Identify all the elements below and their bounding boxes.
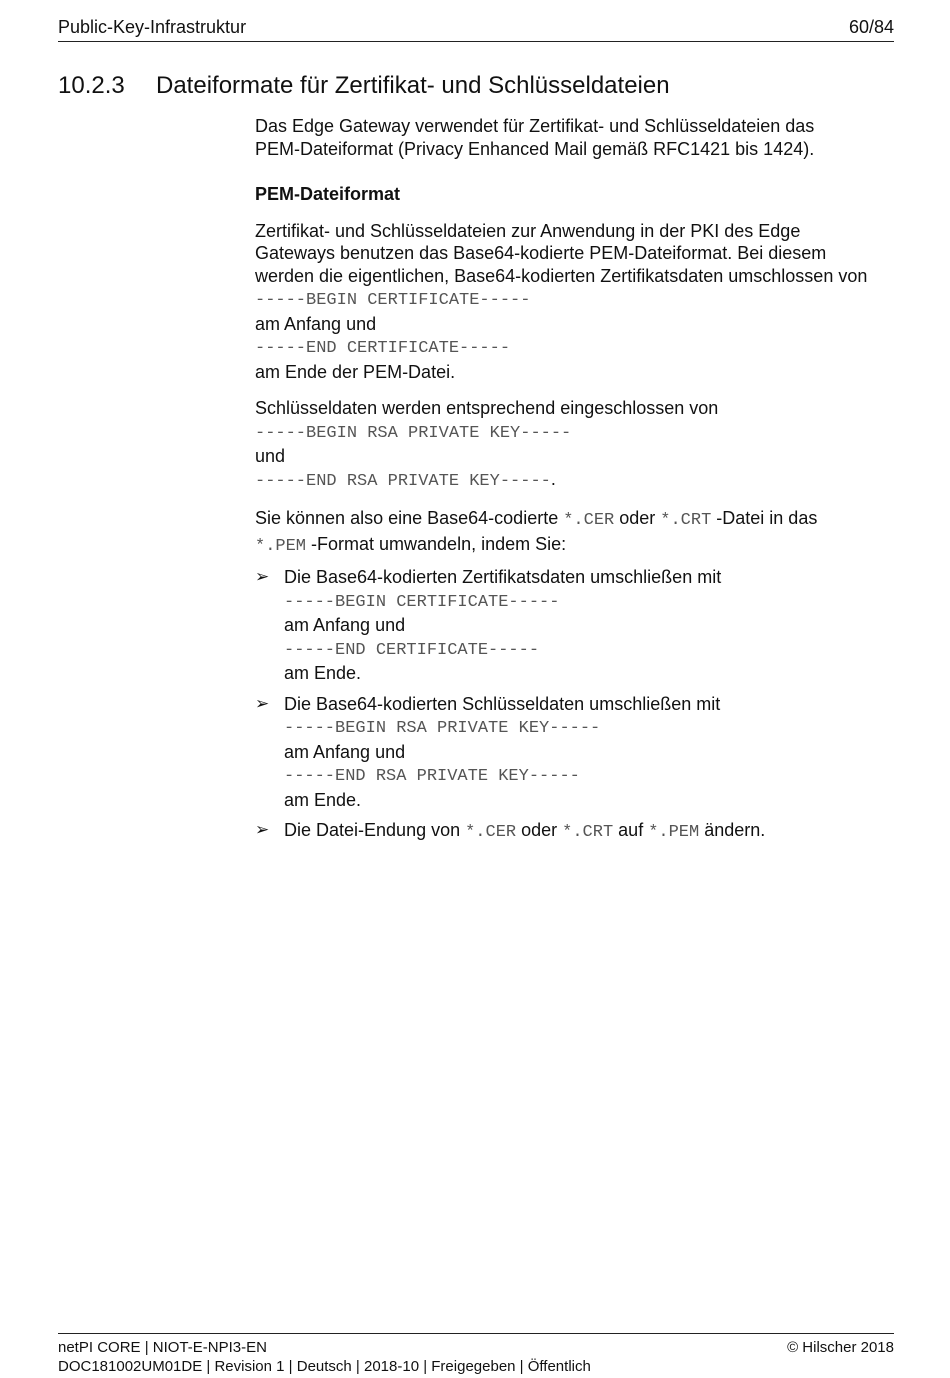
- convert-text-pre: Sie können also eine Base64-codierte: [255, 508, 564, 528]
- pem-paragraph-1: [255, 220, 885, 384]
- list-item: [255, 819, 885, 845]
- key-description: Schlüsseldaten werden entsprechend eingeschlossen von: [255, 398, 719, 418]
- step-1-end-marker: -----END CERTIFICATE-----: [284, 640, 540, 660]
- convert-oder: oder: [614, 508, 661, 528]
- convert-text-post: -Format umwandeln, indem Sie:: [306, 533, 567, 554]
- footer-docinfo: DOC181002UM01DE | Revision 1 | Deutsch | 2018-10 | Freigegeben | Öffentlich: [58, 1358, 591, 1375]
- ext-cer: *.CER: [563, 511, 615, 530]
- begin-certificate-marker: -----BEGIN CERTIFICATE-----: [255, 291, 531, 310]
- section-number: 10.2.3: [58, 72, 125, 99]
- arrow-bullet-icon: ➢: [255, 567, 270, 586]
- step-2-text: Die Base64-kodierten Schlüsseldaten umschließen mit: [284, 693, 721, 714]
- step-2-end-marker: -----END RSA PRIVATE KEY-----: [284, 767, 580, 786]
- step-3-ext-cer: *.CER: [465, 823, 517, 842]
- list-item: [255, 566, 885, 685]
- end-certificate-marker: -----END CERTIFICATE-----: [255, 339, 511, 358]
- pem-subheading: PEM-Dateiformat: [255, 184, 401, 204]
- step-1-end-text: am Ende.: [284, 663, 362, 683]
- section-heading: [58, 72, 670, 100]
- footer-product: netPI CORE | NIOT-E-NPI3-EN: [58, 1339, 267, 1356]
- step-2-begin-marker: -----BEGIN RSA PRIVATE KEY-----: [284, 719, 601, 738]
- end-key-period: .: [550, 468, 556, 489]
- step-3-auf: auf: [613, 820, 649, 840]
- arrow-bullet-icon: ➢: [255, 820, 270, 839]
- section-title: Dateiformate für Zertifikat- und Schlüsseldateien: [156, 72, 670, 99]
- step-3-ext-crt: *.CRT: [562, 823, 614, 842]
- step-3-ext-pem: *.PEM: [648, 823, 700, 842]
- header-title: Public-Key-Infrastruktur: [58, 17, 247, 37]
- footer-copyright: © Hilscher 2018: [787, 1339, 894, 1356]
- begin-key-marker: -----BEGIN RSA PRIVATE KEY-----: [255, 423, 572, 443]
- pem-paragraph-2: [255, 397, 885, 493]
- at-start-text: am Anfang und: [255, 313, 377, 334]
- page-header: [58, 17, 894, 42]
- page-footer: [58, 1333, 894, 1376]
- end-key-marker: -----END RSA PRIVATE KEY-----: [255, 471, 551, 491]
- step-2-end-text: am Ende.: [284, 789, 362, 810]
- step-1-text: Die Base64-kodierten Zertifikatsdaten umschließen mit: [284, 567, 722, 587]
- pem-description: Zertifikat- und Schlüsseldateien zur Anwendung in der PKI des Edge Gateways benutzen das Base64-kodierte PEM-Dateiformat. Bei diesem werden die eigentlichen, Base64-kodierten Zertifikatsdaten umschlossen von: [255, 220, 868, 286]
- at-end-file-text: am Ende der PEM-Datei.: [255, 361, 456, 382]
- main-content: [255, 115, 885, 845]
- step-3-text-post: ändern.: [699, 820, 766, 840]
- intro-line-1: Das Edge Gateway verwendet für Zertifikat- und Schlüsseldateien das: [255, 116, 815, 136]
- step-3-text-pre: Die Datei-Endung von: [284, 820, 466, 840]
- step-1-begin-marker: -----BEGIN CERTIFICATE-----: [284, 592, 560, 612]
- intro-line-2: PEM-Dateiformat (Privacy Enhanced Mail gemäß RFC1421 bis 1424).: [255, 138, 815, 159]
- intro-paragraph: [255, 115, 885, 160]
- step-3-oder: oder: [516, 820, 563, 840]
- arrow-bullet-icon: ➢: [255, 693, 270, 713]
- steps-list: [255, 566, 885, 845]
- list-item: [255, 693, 885, 812]
- convert-text-mid: -Datei in das: [711, 508, 818, 528]
- convert-paragraph: [255, 507, 885, 558]
- step-1-start-text: am Anfang und: [284, 615, 406, 635]
- step-2-start-text: am Anfang und: [284, 741, 406, 762]
- und-text: und: [255, 446, 286, 466]
- ext-pem: *.PEM: [255, 536, 307, 556]
- page-number: 60/84: [848, 17, 894, 37]
- ext-crt: *.CRT: [660, 511, 712, 530]
